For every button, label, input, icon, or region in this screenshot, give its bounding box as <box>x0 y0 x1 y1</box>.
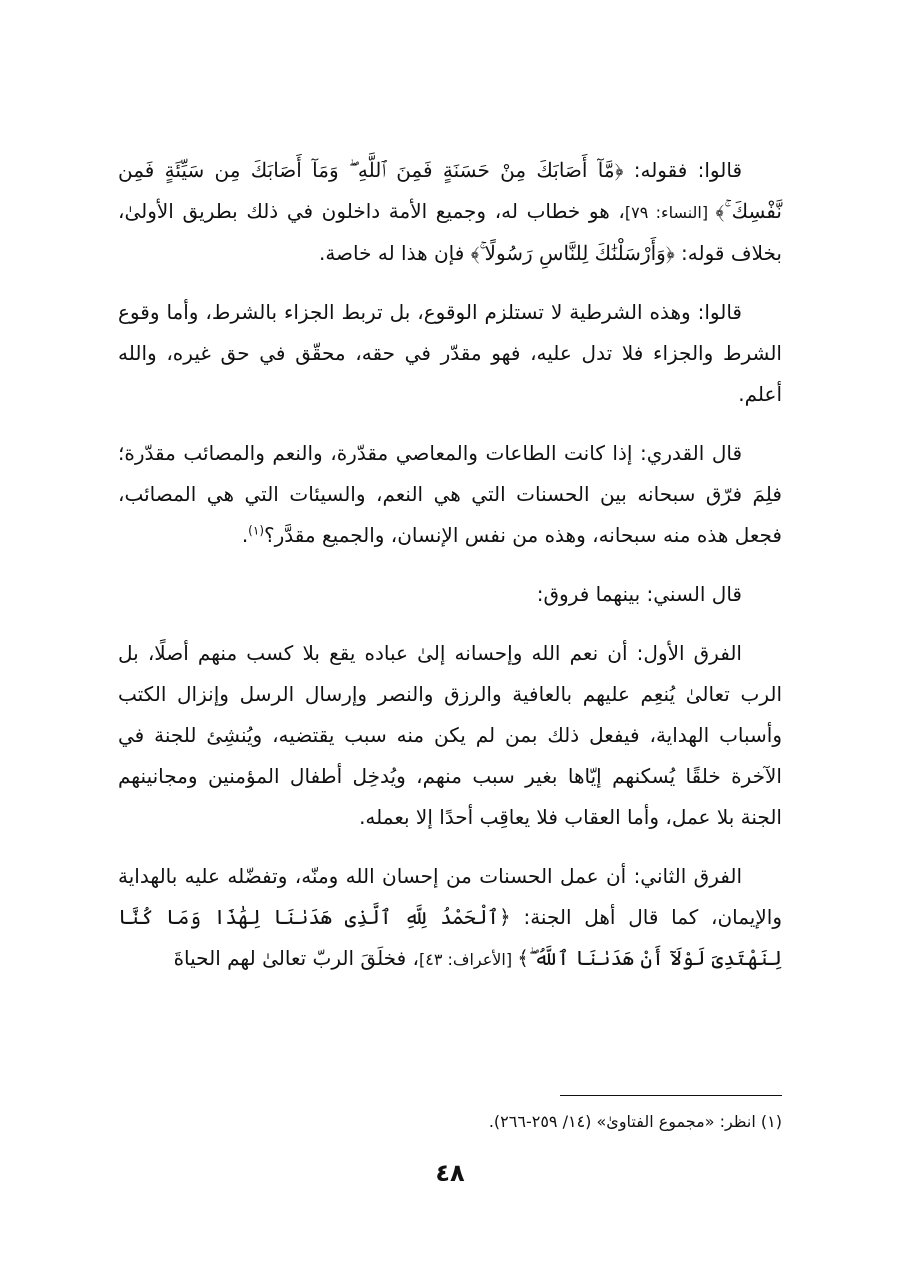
paragraph-2 <box>118 292 782 415</box>
quran-verse: ﴿مَّآ أَصَابَكَ مِنْ حَسَنَةٍ فَمِنَ ٱللَّهِ ۖ وَمَآ أَصَابَكَ مِن سَيِّئَةٍ فَمِن نَّفْسِكَ ۚ﴾ <box>118 158 782 223</box>
quran-verse: ﴿وَأَرْسَلْنَٰكَ لِلنَّاسِ رَسُولًا ۚ﴾ <box>470 241 675 265</box>
text-run: ، فخلَقَ الربّ تعالىٰ لهم الحياةَ <box>173 946 419 970</box>
page-body <box>118 150 782 998</box>
footnote-marker[interactable]: (١) <box>248 523 264 538</box>
paragraph-5 <box>118 633 782 838</box>
paragraph-6 <box>118 856 782 980</box>
paragraph-4 <box>118 574 782 615</box>
text-run: الفرق الثاني: أن عمل الحسنات من إحسان الله ومنّه، وتفضّله عليه بالهداية والإيمان، كما قال أهل الجنة: <box>118 864 782 929</box>
text-run: قال القدري: إذا كانت الطاعات والمعاصي مقدّرة، والنعم والمصائب مقدّرة؛ فلِمَ فرّق سبحانه بين الحسنات التي هي النعم، والسيئات التي هي المصائب، فجعل هذه منه سبحانه، وهذه من نفس الإنسان، والجميع مقدَّر؟ <box>118 441 782 547</box>
quran-verse: ﴿ٱلْحَمْدُ لِلَّهِ ٱلَّذِى هَدَىٰنَا لِهَٰذَا وَمَا كُنَّا لِنَهْتَدِىَ لَوْلَآ أَنْ هَدَىٰنَا ٱللَّهُ ۖ﴾ <box>118 905 782 970</box>
text-run: قال السني: بينهما فروق: <box>536 582 742 606</box>
footnote: (١) انظر: «مجموع الفتاوىٰ» (١٤/ ٢٥٩-٢٦٦). <box>488 1112 782 1131</box>
text-run: فإن هذا له خاصة. <box>318 241 471 265</box>
verse-reference: [الأعراف: ٤٣] <box>418 950 518 969</box>
verse-reference: [النساء: ٧٩] <box>624 203 716 222</box>
paragraph-3 <box>118 433 782 556</box>
paragraph-1 <box>118 150 782 274</box>
text-run: قالوا: وهذه الشرطية لا تستلزم الوقوع، بل تربط الجزاء بالشرط، وأما وقوع الشرط والجزاء فلا تدل عليه، فهو مقدّر في حقه، محقّق في حق غيره، والله أعلم. <box>118 300 782 406</box>
text-run: الفرق الأول: أن نعم الله وإحسانه إلىٰ عباده يقع بلا كسب منهم أصلًا، بل الرب تعالىٰ يُنعِم عليهم بالعافية والرزق والنصر وإرسال الرسل وإنزال الكتب وأسباب الهداية، فيفعل ذلك بمن لم يكن منه سبب يقتضيه، ويُنشِئ للجنة في الآخرة خلقًا يُسكنهم إيّاها بغير سبب منهم، ويُدخِل أطفال المؤمنين ومجانينهم الجنة بلا عمل، وأما العقاب فلا يعاقِب أحدًا إلا بعمله. <box>118 641 782 829</box>
text-run: . <box>241 523 249 547</box>
text-run: ، هو خطاب له، وجميع الأمة داخلون في ذلك بطريق الأولىٰ، بخلاف قوله: <box>118 199 782 265</box>
text-run: قالوا: فقوله: <box>623 158 743 182</box>
page-number: ٤٨ <box>435 1159 465 1187</box>
footnote-divider <box>560 1095 782 1096</box>
